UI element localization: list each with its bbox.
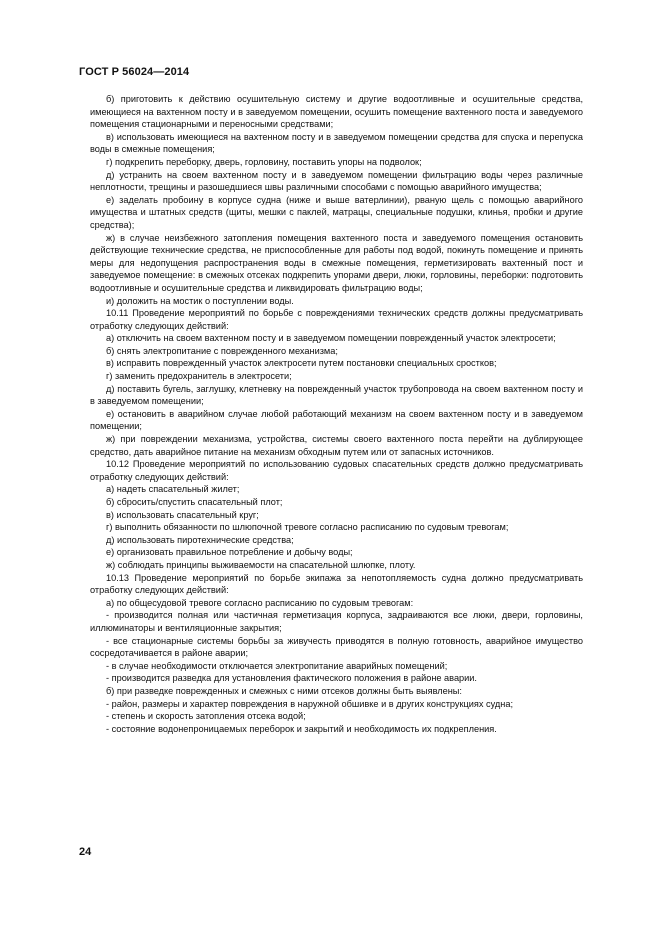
paragraph: 10.11 Проведение мероприятий по борьбе с повреждениями технических средств должны предусматривать отработку следующих действий: <box>90 308 583 331</box>
paragraph: ж) в случае неизбежного затопления помещения вахтенного поста и заведуемого помещения остановить действующие технические средства, не приспособленные для работы под водой, покинуть помещение и принять меры для недопущения распространения воды в смежные помещения, герметизировать вахтенный пост и заведуемое помещение: в смежных отсеках подкрепить упорами двери, люки, горловины, переборки: подготовить водоотливные и осушительные средства и ликвидировать фильтрацию воды; <box>90 232 583 293</box>
page-header: ГОСТ Р 56024—2014 <box>79 66 190 78</box>
paragraph: - в случае необходимости отключается электропитание аварийных помещений; <box>106 660 448 671</box>
paragraph: а) по общесудовой тревоге согласно расписанию по судовым тревогам: <box>106 597 414 608</box>
paragraph: б) сбросить/спустить спасательный плот; <box>106 497 283 507</box>
paragraph: г) подкрепить переборку, дверь, горловину, поставить упоры на подволок; <box>106 156 422 167</box>
paragraph: е) организовать правильное потребление и добычу воды; <box>106 547 353 558</box>
paragraph: и) доложить на мостик о поступлении воды. <box>106 295 294 306</box>
document-body <box>90 93 583 735</box>
paragraph: б) снять электропитание с поврежденного механизма; <box>106 345 338 356</box>
paragraph: - степень и скорость затопления отсека водой; <box>106 711 306 722</box>
paragraph: а) отключить на своем вахтенном посту и в заведуемом помещении поврежденный участок электросети; <box>106 333 556 344</box>
paragraph: - состояние водонепроницаемых переборок и закрытий и необходимость их подкрепления. <box>106 723 497 734</box>
paragraph: - район, размеры и характер повреждения в наружной обшивке и в других конструкциях судна; <box>106 698 514 709</box>
paragraph: а) надеть спасательный жилет; <box>106 484 240 495</box>
paragraph: д) использовать пиротехнические средства; <box>106 534 294 545</box>
paragraph: г) заменить предохранитель в электросети; <box>106 371 292 382</box>
paragraph: 10.13 Проведение мероприятий по борьбе экипажа за непотопляемость судна должно предусматривать отработку следующих действий: <box>90 572 583 596</box>
paragraph: ж) соблюдать принципы выживаемости на спасательной шлюпке, плоту. <box>106 559 416 570</box>
paragraph: д) поставить бугель, заглушку, клетневку на поврежденный участок трубопровода на своем вахтенном посту и в заведуемом помещении; <box>90 383 583 407</box>
paragraph: д) устранить на своем вахтенном посту и в заведуемом помещении фильтрацию воды через различные неплотности, трещины и разошедшиеся швы различными способами с помощью аварийного имущества; <box>90 169 583 193</box>
paragraph: б) приготовить к действию осушительную систему и другие водоотливные и осушительные средства, имеющиеся на вахтенном посту и в заведуемом помещении, осушить помещение вахтенного поста и заведуемого помещения стационарными и переносными средствами; <box>90 94 583 130</box>
page-number: 24 <box>79 846 92 858</box>
paragraph: ж) при повреждении механизма, устройства, системы своего вахтенного поста перейти на дублирующее средство, дать аварийное питание на механизм обходным путем или от запасных источников. <box>90 434 583 457</box>
paragraph: в) использовать имеющиеся на вахтенном посту и в заведуемом помещении средства для спуска и перепуска воды в смежные помещения; <box>90 131 583 155</box>
paragraph: в) использовать спасательный круг; <box>106 509 259 520</box>
paragraph: - все стационарные системы борьбы за живучесть приводятся в полную готовность, аварийное имущество сосредотачивается в районе аварии; <box>90 635 583 659</box>
paragraph: 10.12 Проведение мероприятий по использованию судовых спасательных средств должно предусматривать отработку следующих действий: <box>90 459 583 482</box>
paragraph: - производится полная или частичная герметизация корпуса, задраиваются все люки, двери, горловины, иллюминаторы и вентиляционные закрытия; <box>90 610 583 633</box>
paragraph: г) выполнить обязанности по шлюпочной тревоге согласно расписанию по судовым тревогам; <box>106 522 509 533</box>
paragraph: б) при разведке поврежденных и смежных с ними отсеков должны быть выявлены: <box>106 685 462 696</box>
paragraph: е) заделать пробоину в корпусе судна (ниже и выше ватерлинии), рваную щель с помощью аварийного имущества и штатных средств (щиты, мешки с паклей, матрацы, специальные подушки, клинья, пробки и другие средства); <box>90 194 583 230</box>
paragraph: е) остановить в аварийном случае любой работающий механизм на своем вахтенном посту и в заведуемом помещении; <box>90 408 583 432</box>
paragraph: - производится разведка для установления фактического положения в районе аварии. <box>106 673 477 684</box>
paragraph: в) исправить поврежденный участок электросети путем постановки специальных сростков; <box>106 358 497 369</box>
